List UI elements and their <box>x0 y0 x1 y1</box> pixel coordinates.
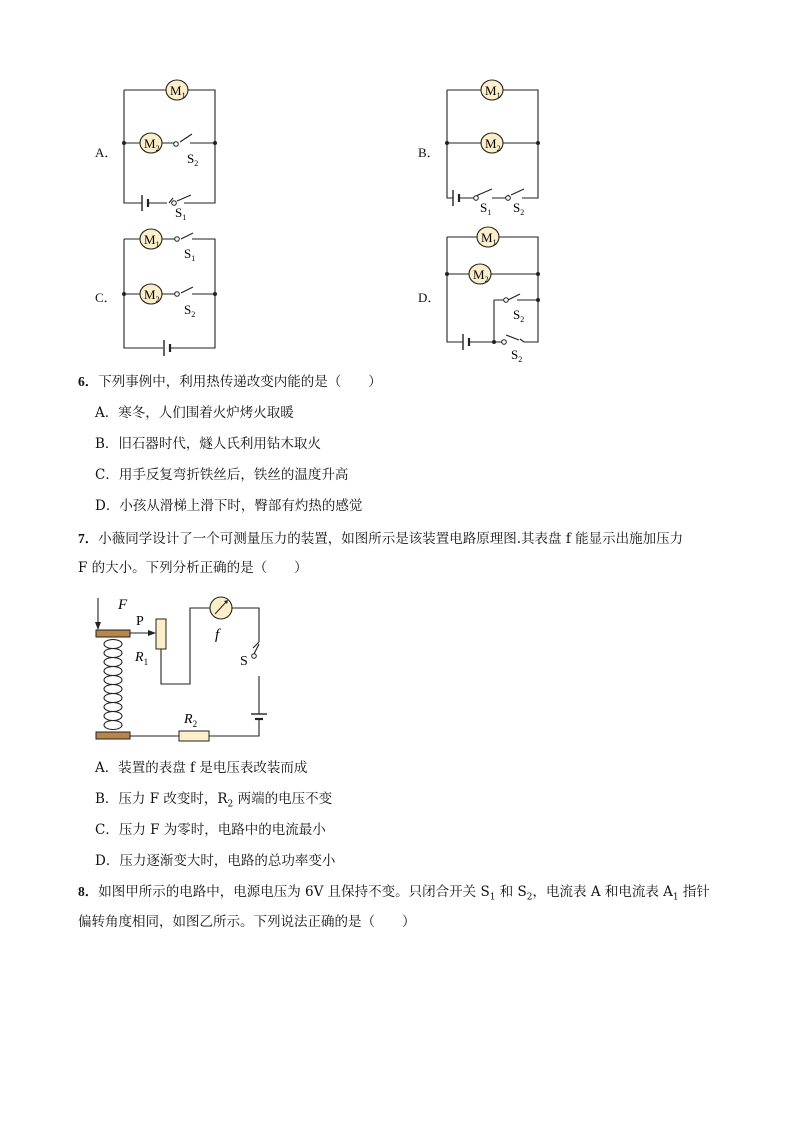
resistor-r1 <box>156 619 166 649</box>
switch-s2-label-lower: $S_2$ <box>511 347 523 364</box>
q7-choice-c: C．压力 F 为零时，电路中的电流最小 <box>95 822 326 838</box>
q6-choice-c: C．用手反复弯折铁丝后，铁丝的温度升高 <box>95 467 349 483</box>
question-7-stem-line2: F 的大小。下列分析正确的是（ ） <box>78 560 308 576</box>
option-b-letter: B． <box>418 145 440 160</box>
circuit-diagram-b <box>438 75 553 225</box>
svg-text:M2: $M_2$ <box>473 267 489 284</box>
svg-text:M1: $M_1$ <box>170 83 186 100</box>
q6-choice-a: A．寒冬，人们围着火炉烤火取暖 <box>95 405 294 421</box>
circuit-diagram-c <box>115 222 230 362</box>
switch-s-label: S <box>240 654 248 669</box>
question-7-stem: 7．小薇同学设计了一个可测量压力的装置，如图所示是该装置电路原理图.其表盘 f 能显示出施加压力 <box>78 531 684 547</box>
slider-p-label: P <box>136 614 144 629</box>
switch-s2-label: $S_2$ <box>513 200 525 217</box>
svg-text:M1: $M_1$ <box>144 232 160 249</box>
meter-f-label: f <box>215 627 220 643</box>
option-c-letter: C． <box>95 290 117 305</box>
q7-choice-b: B．压力 F 改变时，$R_2$ 两端的电压不变 <box>95 791 333 810</box>
question-6-stem: 6．下列事例中，利用热传递改变内能的是（ ） <box>78 374 382 390</box>
q7-choice-a: A．装置的表盘 f 是电压表改装而成 <box>95 760 308 776</box>
q7-choice-d: D．压力逐渐变大时，电路的总功率变小 <box>95 853 336 869</box>
resistor-r2 <box>179 731 209 741</box>
svg-text:M2: $M_2$ <box>144 136 160 153</box>
switch-s1-label: $S_1$ <box>480 200 492 217</box>
option-a-letter: A． <box>95 145 118 160</box>
resistor-r1-label: $R_1$ <box>135 650 149 667</box>
switch-s2-label: $S_2$ <box>187 151 199 168</box>
switch-s2-label-upper: $S_2$ <box>513 307 525 324</box>
question-8-stem-line2: 偏转角度相同，如图乙所示。下列说法正确的是（ ） <box>78 914 416 930</box>
bottom-plate <box>96 732 130 739</box>
top-plate <box>96 630 130 637</box>
circuit-diagram-a <box>115 75 230 220</box>
switch-s2-label: $S_2$ <box>184 302 196 319</box>
q6-choice-d: D．小孩从滑梯上滑下时，臀部有灼热的感觉 <box>95 498 363 514</box>
switch-s1-label: $S_1$ <box>184 246 196 263</box>
question-number: 8． <box>78 884 99 899</box>
circuit-diagram-d <box>438 222 558 370</box>
svg-text:M1: $M_1$ <box>485 83 501 100</box>
question-number: 6． <box>78 374 99 389</box>
spring <box>104 640 122 730</box>
force-label: F <box>118 597 128 613</box>
svg-text:M2: $M_2$ <box>144 287 160 304</box>
svg-text:M2: $M_2$ <box>485 136 501 153</box>
option-d-letter: D． <box>418 290 441 305</box>
svg-text:M1: $M_1$ <box>481 230 497 247</box>
question-8-stem: 8．如图甲所示的电路中，电源电压为 6V 且保持不变。只闭合开关 $S_1$ 和 $S_2$，电流表 A 和电流表 $A_1$ 指针 <box>78 884 710 903</box>
pressure-device-circuit <box>88 592 278 747</box>
resistor-r2-label: $R_2$ <box>184 712 198 729</box>
q6-choice-b: B．旧石器时代，燧人氏利用钻木取火 <box>95 436 321 452</box>
switch-s1-label: $S_1$ <box>175 205 187 220</box>
question-number: 7． <box>78 531 99 546</box>
